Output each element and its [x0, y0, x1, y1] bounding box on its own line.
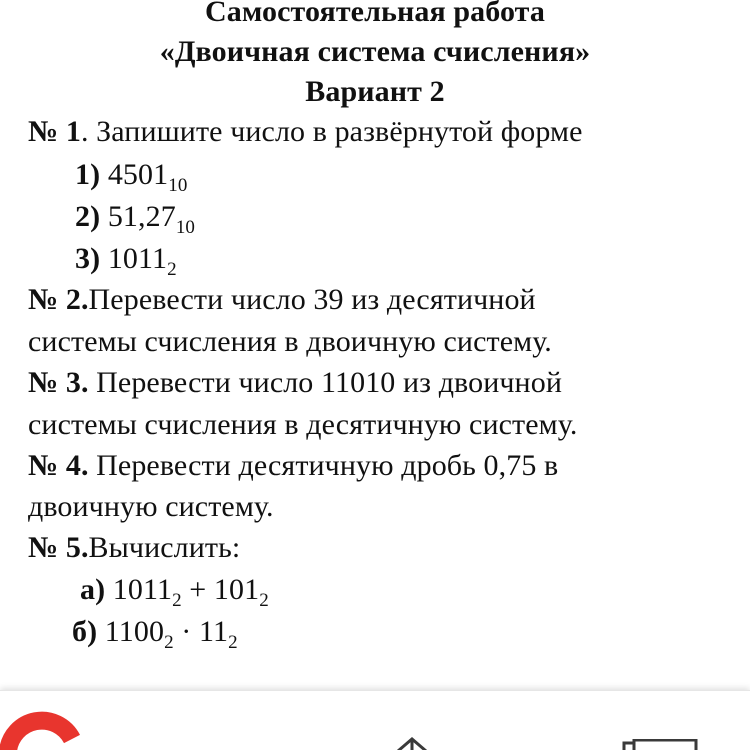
- task-1-item-3: [75, 239, 177, 279]
- item-base: 10: [168, 175, 188, 196]
- operand-2: · 11: [173, 615, 229, 648]
- doc-variant: Вариант 2: [305, 75, 445, 108]
- operand-2-base: 2: [259, 590, 269, 611]
- copy-icon[interactable]: [620, 739, 700, 750]
- doc-title-line2: «Двоичная система счисления»: [159, 35, 591, 68]
- task-5-number: № 5.: [28, 531, 89, 564]
- task-1-item-2: [75, 197, 195, 237]
- task-1-number: № 1: [28, 115, 81, 148]
- task-4-text: Перевести десятичную дробь 0,75 в: [88, 449, 559, 482]
- task-2-number: № 2.: [28, 283, 89, 316]
- task-5-heading: [28, 528, 240, 568]
- task-2-line1: [28, 280, 536, 320]
- item-value: 51,27: [107, 200, 176, 233]
- task-4-line1: [28, 446, 558, 486]
- item-base: 10: [175, 217, 196, 238]
- operand-1-base: 2: [172, 590, 182, 611]
- task-5-item-b: [72, 612, 238, 652]
- operand-1-base: 2: [164, 632, 174, 653]
- task-1-heading: [28, 112, 583, 152]
- item-label: 2): [75, 200, 101, 233]
- task-2-text: Перевести число 39 из десятичной: [88, 283, 536, 316]
- task-3-line1: [28, 363, 562, 403]
- item-label: 3): [75, 242, 101, 275]
- task-1-item-1: [75, 155, 187, 195]
- operand-1: 1011: [105, 573, 173, 606]
- bottom-toolbar: [0, 690, 750, 750]
- task-3-number: № 3.: [28, 366, 89, 399]
- task-4-line2: двоичную систему.: [28, 490, 274, 523]
- operand-2: + 101: [181, 573, 260, 606]
- item-label: 1): [75, 158, 101, 191]
- task-2-line2: системы счисления в двоичную систему.: [28, 325, 552, 358]
- task-5-item-a: [80, 570, 269, 610]
- item-label: а): [80, 573, 106, 606]
- item-base: 2: [167, 259, 177, 280]
- task-3-text: Перевести число 11010 из двоичной: [88, 366, 562, 399]
- operand-2-base: 2: [228, 632, 238, 653]
- task-5-text: Вычислить:: [88, 531, 241, 564]
- app-logo-icon[interactable]: [0, 711, 80, 750]
- task-4-number: № 4.: [28, 449, 89, 482]
- item-label: б): [72, 615, 98, 648]
- operand-1: 1100: [97, 615, 165, 648]
- item-value: 4501: [107, 158, 169, 191]
- share-icon[interactable]: [390, 737, 434, 750]
- task-1-text: . Запишите число в развёрнутой форме: [80, 115, 583, 148]
- task-3-line2: системы счисления в десятичную систему.: [28, 408, 578, 441]
- doc-title-line1: Самостоятельная работа: [205, 0, 545, 28]
- item-value: 1011: [107, 242, 168, 275]
